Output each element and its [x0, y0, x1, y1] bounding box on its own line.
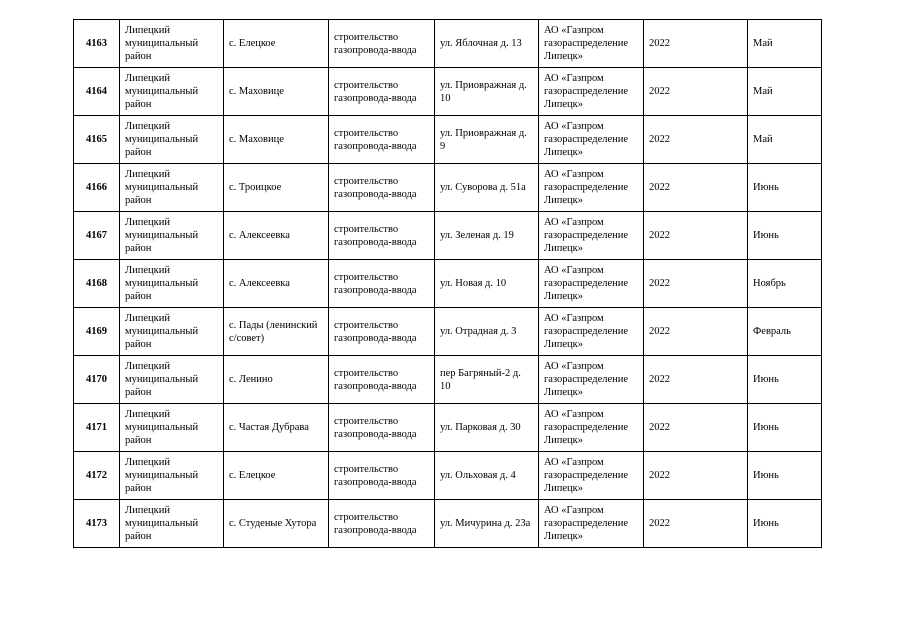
settlement-cell: с. Маховице: [224, 68, 329, 116]
district-cell: Липецкий муниципальный район: [120, 452, 224, 500]
month-cell: Май: [748, 20, 822, 68]
record-number-cell: 4165: [74, 116, 120, 164]
month-cell: Ноябрь: [748, 260, 822, 308]
settlement-cell: с. Ленино: [224, 356, 329, 404]
work-type-cell: строительство газопровода-ввода: [329, 452, 435, 500]
table-row: [74, 356, 822, 404]
organization-cell: АО «Газпром газораспределение Липецк»: [539, 260, 644, 308]
work-type-cell: строительство газопровода-ввода: [329, 116, 435, 164]
work-type-cell: строительство газопровода-ввода: [329, 68, 435, 116]
organization-cell: АО «Газпром газораспределение Липецк»: [539, 308, 644, 356]
organization-cell: АО «Газпром газораспределение Липецк»: [539, 68, 644, 116]
month-cell: Май: [748, 116, 822, 164]
record-number-cell: 4167: [74, 212, 120, 260]
work-type-cell: строительство газопровода-ввода: [329, 20, 435, 68]
month-cell: Февраль: [748, 308, 822, 356]
address-cell: ул. Ольховая д. 4: [435, 452, 539, 500]
year-cell: 2022: [644, 500, 748, 548]
table-row: [74, 68, 822, 116]
record-number-cell: 4166: [74, 164, 120, 212]
document-page: [73, 19, 822, 548]
organization-cell: АО «Газпром газораспределение Липецк»: [539, 452, 644, 500]
district-cell: Липецкий муниципальный район: [120, 68, 224, 116]
district-cell: Липецкий муниципальный район: [120, 20, 224, 68]
address-cell: ул. Яблочная д. 13: [435, 20, 539, 68]
settlement-cell: с. Троицкое: [224, 164, 329, 212]
month-cell: Июнь: [748, 356, 822, 404]
table-row: [74, 164, 822, 212]
year-cell: 2022: [644, 404, 748, 452]
settlement-cell: с. Алексеевка: [224, 260, 329, 308]
settlement-cell: с. Маховице: [224, 116, 329, 164]
table-row: [74, 212, 822, 260]
address-cell: ул. Приовражная д. 9: [435, 116, 539, 164]
work-type-cell: строительство газопровода-ввода: [329, 212, 435, 260]
address-cell: ул. Парковая д. 30: [435, 404, 539, 452]
record-number-cell: 4170: [74, 356, 120, 404]
district-cell: Липецкий муниципальный район: [120, 500, 224, 548]
year-cell: 2022: [644, 116, 748, 164]
work-type-cell: строительство газопровода-ввода: [329, 164, 435, 212]
organization-cell: АО «Газпром газораспределение Липецк»: [539, 500, 644, 548]
district-cell: Липецкий муниципальный район: [120, 260, 224, 308]
year-cell: 2022: [644, 356, 748, 404]
district-cell: Липецкий муниципальный район: [120, 212, 224, 260]
month-cell: Июнь: [748, 500, 822, 548]
work-type-cell: строительство газопровода-ввода: [329, 260, 435, 308]
address-cell: ул. Новая д. 10: [435, 260, 539, 308]
district-cell: Липецкий муниципальный район: [120, 404, 224, 452]
year-cell: 2022: [644, 212, 748, 260]
month-cell: Май: [748, 68, 822, 116]
work-type-cell: строительство газопровода-ввода: [329, 404, 435, 452]
table-row: [74, 452, 822, 500]
settlement-cell: с. Елецкое: [224, 20, 329, 68]
table-row: [74, 404, 822, 452]
year-cell: 2022: [644, 164, 748, 212]
settlement-cell: с. Елецкое: [224, 452, 329, 500]
record-number-cell: 4164: [74, 68, 120, 116]
month-cell: Июнь: [748, 404, 822, 452]
address-cell: ул. Приовражная д. 10: [435, 68, 539, 116]
record-number-cell: 4163: [74, 20, 120, 68]
record-number-cell: 4172: [74, 452, 120, 500]
month-cell: Июнь: [748, 212, 822, 260]
table-row: [74, 116, 822, 164]
settlement-cell: с. Алексеевка: [224, 212, 329, 260]
record-number-cell: 4171: [74, 404, 120, 452]
district-cell: Липецкий муниципальный район: [120, 356, 224, 404]
organization-cell: АО «Газпром газораспределение Липецк»: [539, 212, 644, 260]
address-cell: ул. Отрадная д. 3: [435, 308, 539, 356]
year-cell: 2022: [644, 308, 748, 356]
gas-connection-table: [73, 19, 822, 548]
work-type-cell: строительство газопровода-ввода: [329, 356, 435, 404]
address-cell: ул. Мичурина д. 23а: [435, 500, 539, 548]
organization-cell: АО «Газпром газораспределение Липецк»: [539, 20, 644, 68]
table-row: [74, 260, 822, 308]
settlement-cell: с. Частая Дубрава: [224, 404, 329, 452]
year-cell: 2022: [644, 68, 748, 116]
address-cell: ул. Зеленая д. 19: [435, 212, 539, 260]
month-cell: Июнь: [748, 164, 822, 212]
year-cell: 2022: [644, 260, 748, 308]
table-body: [74, 20, 822, 548]
work-type-cell: строительство газопровода-ввода: [329, 500, 435, 548]
district-cell: Липецкий муниципальный район: [120, 116, 224, 164]
month-cell: Июнь: [748, 452, 822, 500]
address-cell: ул. Суворова д. 51а: [435, 164, 539, 212]
organization-cell: АО «Газпром газораспределение Липецк»: [539, 356, 644, 404]
organization-cell: АО «Газпром газораспределение Липецк»: [539, 116, 644, 164]
address-cell: пер Багряный-2 д. 10: [435, 356, 539, 404]
organization-cell: АО «Газпром газораспределение Липецк»: [539, 404, 644, 452]
year-cell: 2022: [644, 20, 748, 68]
record-number-cell: 4173: [74, 500, 120, 548]
table-row: [74, 20, 822, 68]
table-row: [74, 308, 822, 356]
settlement-cell: с. Пады (ленинский с/совет): [224, 308, 329, 356]
table-row: [74, 500, 822, 548]
district-cell: Липецкий муниципальный район: [120, 308, 224, 356]
organization-cell: АО «Газпром газораспределение Липецк»: [539, 164, 644, 212]
settlement-cell: с. Студеные Хутора: [224, 500, 329, 548]
district-cell: Липецкий муниципальный район: [120, 164, 224, 212]
year-cell: 2022: [644, 452, 748, 500]
work-type-cell: строительство газопровода-ввода: [329, 308, 435, 356]
record-number-cell: 4168: [74, 260, 120, 308]
record-number-cell: 4169: [74, 308, 120, 356]
